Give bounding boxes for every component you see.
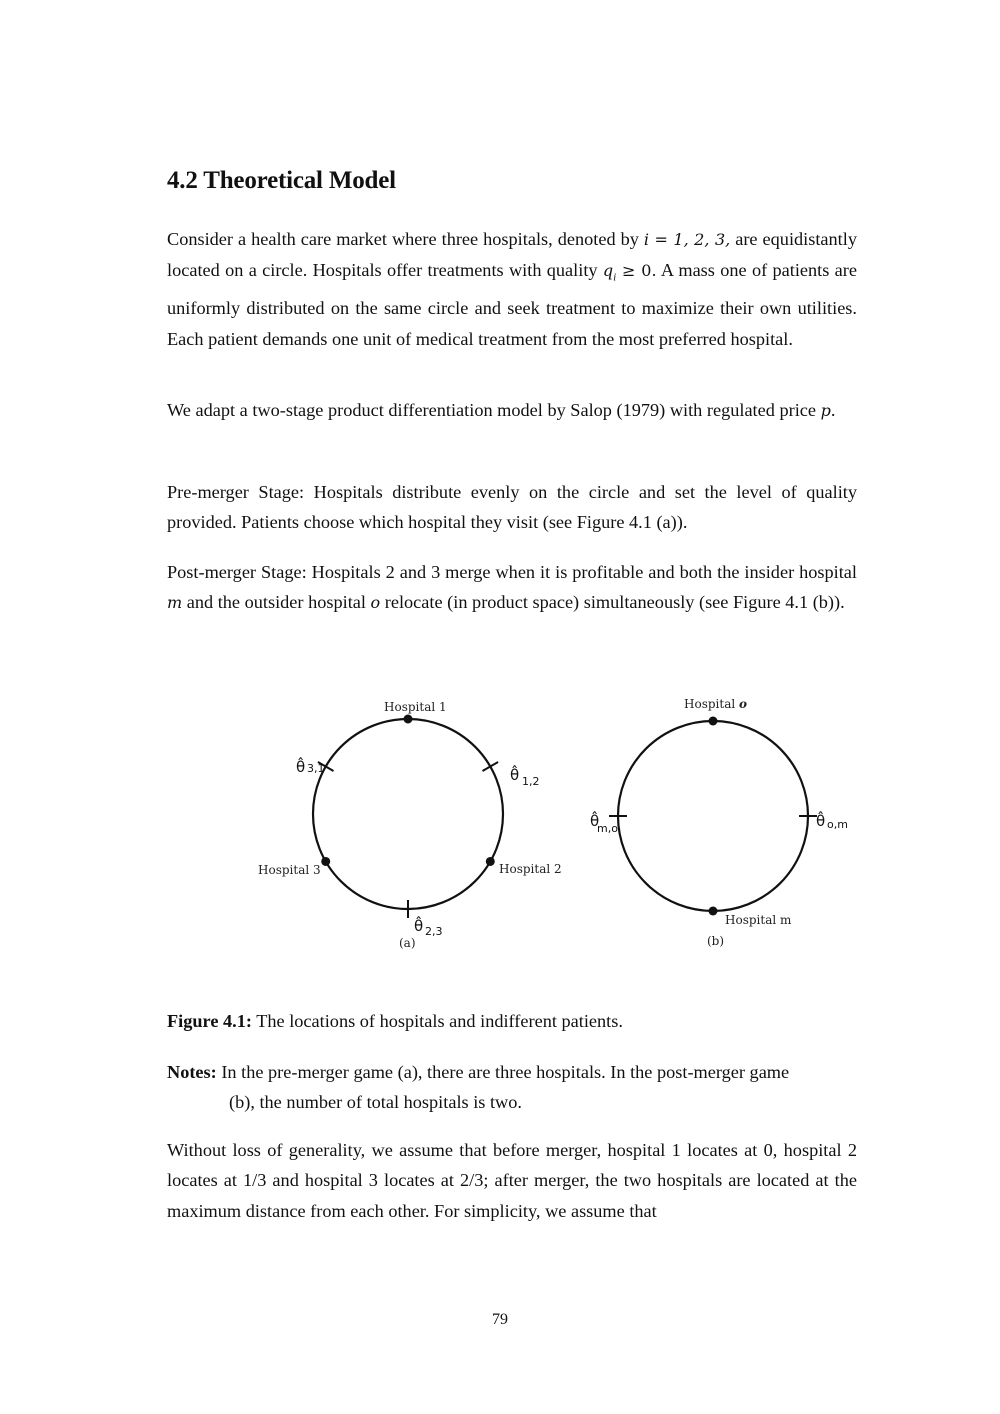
hospital-o-letter: o: [739, 697, 748, 711]
panel-a-label: (a): [399, 936, 416, 950]
math-o: o: [370, 593, 381, 613]
label-hospital-m: Hospital m: [725, 913, 792, 927]
panel-b-hospital-dot-1: [709, 907, 718, 916]
theta-2-3-symbol: θ̂: [414, 917, 424, 935]
notes-line-1: In the pre-merger game (a), there are three hospitals. In the post-merger game: [216, 1062, 790, 1082]
panel-b-diagram: [590, 697, 848, 948]
theta-m-o-symbol: θ̂: [590, 812, 600, 830]
paragraph-pre-merger: Pre-merger Stage: Hospitals distribute evenly on the circle and set the level of quality provided. Patients choose which hospital they visit (see Figure 4.1 (a)).: [167, 482, 857, 533]
figure-caption: [167, 1007, 623, 1035]
text-run: We adapt a two-stage product differentiation model by Salop (1979) with regulated price: [167, 400, 821, 420]
panel-b-circle: [618, 721, 808, 911]
panel-a-hospital-dot-0: [404, 715, 413, 724]
math-geq: ≥ 0.: [616, 261, 657, 281]
theta-1-2-subscript: 1,2: [522, 775, 540, 788]
page-number: 79: [492, 1311, 508, 1328]
theta-o-m-subscript: o,m: [827, 818, 848, 831]
text-run: are equidistantly located on a circle. Hospitals offer treatments with quality: [167, 229, 857, 281]
theta-1-2-symbol: θ̂: [510, 766, 520, 784]
math-i: i = 1, 2, 3,: [643, 230, 731, 249]
theta-2-3-subscript: 2,3: [425, 925, 443, 938]
figure-4-1: [240, 690, 880, 960]
theta-3-1-subscript: 3,1: [307, 762, 325, 775]
theta-3-1-symbol: θ̂: [296, 758, 306, 776]
text-run: Post-merger Stage: Hospitals 2 and 3 merge when it is profitable and both the insider hospital: [167, 562, 857, 582]
panel-b-label: (b): [707, 934, 725, 948]
section-heading: 4.2 Theoretical Model: [167, 167, 396, 194]
label-hospital-o: [684, 697, 747, 711]
hospital-o-prefix: Hospital: [684, 697, 739, 711]
paragraph-market-setup: [167, 224, 857, 354]
panel-a-circle: [313, 719, 503, 909]
caption-label: Figure 4.1:: [167, 1011, 252, 1031]
label-hospital-3: Hospital 3: [258, 863, 321, 877]
text-run: Consider a health care market where three hospitals, denoted by: [167, 229, 644, 249]
math-q-subscript: i: [613, 271, 617, 284]
figure-notes: [167, 1057, 857, 1118]
text-run: relocate (in product space) simultaneously (see Figure 4.1 (b)).: [380, 592, 845, 613]
text-run: and the outsider hospital: [182, 592, 371, 613]
paragraph-locations: Without loss of generality, we assume that before merger, hospital 1 locates at 0, hospital 2 locates at 1/3 and hospital 3 locates at 2/3; after merger, the two hospitals are located at the maximum distance from each other. For simplicity, we assume that: [167, 1140, 857, 1221]
panel-a-hospital-dot-2: [321, 857, 330, 866]
math-m: m: [167, 593, 183, 613]
caption-text: The locations of hospitals and indifferent patients.: [251, 1011, 623, 1031]
notes-line-2: (b), the number of total hospitals is two.: [229, 1092, 522, 1113]
text-run: .: [830, 400, 836, 420]
math-q: q: [602, 261, 614, 281]
panel-a-hospital-dot-1: [486, 857, 495, 866]
notes-label: Notes:: [167, 1062, 217, 1082]
theta-m-o-subscript: m,o: [597, 822, 618, 835]
theta-o-m-symbol: θ̂: [816, 812, 826, 830]
text-run: A mass one of patients are uniformly distributed on the same circle and seek treatment to maximize their own utilities. Each patient demands one unit of medical treatment from the most preferred hospital.: [167, 260, 857, 349]
panel-a-indifferent-tick-0: [482, 762, 498, 771]
label-hospital-2: Hospital 2: [499, 862, 562, 876]
label-hospital-1: Hospital 1: [384, 700, 447, 714]
paragraph-salop-model: [167, 395, 857, 426]
paragraph-post-merger: [167, 557, 857, 619]
panel-a-diagram: [258, 700, 562, 950]
panel-b-hospital-dot-0: [709, 717, 718, 726]
math-p: p: [820, 401, 831, 420]
